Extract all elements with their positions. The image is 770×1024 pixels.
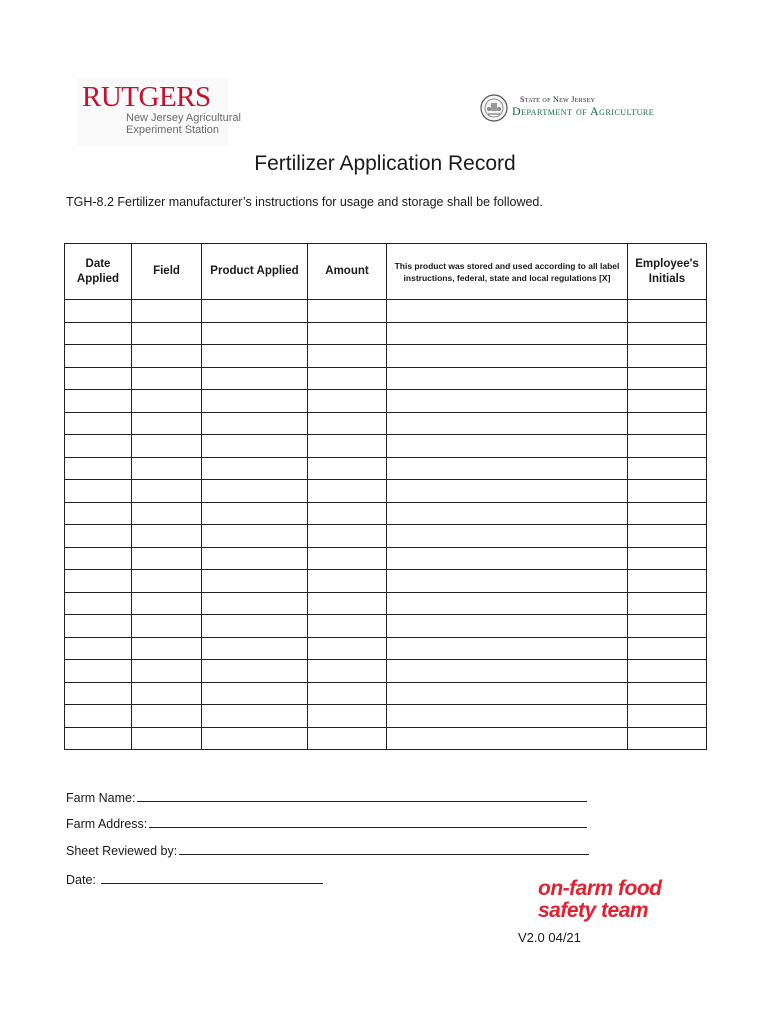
table-cell[interactable] — [628, 367, 707, 390]
instruction-text: TGH-8.2 Fertilizer manufacturer’s instructions for usage and storage shall be followed. — [66, 195, 543, 209]
table-cell[interactable] — [202, 547, 308, 570]
table-cell[interactable] — [202, 682, 308, 705]
table-cell[interactable] — [628, 525, 707, 548]
table-cell[interactable] — [387, 502, 628, 525]
table-cell[interactable] — [308, 660, 387, 683]
table-cell[interactable] — [308, 547, 387, 570]
table-cell[interactable] — [308, 345, 387, 368]
table-cell[interactable] — [65, 435, 132, 458]
table-cell[interactable] — [65, 525, 132, 548]
table-cell[interactable] — [308, 525, 387, 548]
table-row — [65, 367, 707, 390]
table-cell[interactable] — [132, 660, 202, 683]
table-row — [65, 525, 707, 548]
table-cell[interactable] — [387, 637, 628, 660]
table-cell[interactable] — [387, 615, 628, 638]
table-header-row — [65, 244, 707, 300]
table-cell[interactable] — [308, 502, 387, 525]
table-cell[interactable] — [65, 457, 132, 480]
table-cell[interactable] — [308, 390, 387, 413]
table-row — [65, 682, 707, 705]
table-row — [65, 637, 707, 660]
table-cell[interactable] — [387, 300, 628, 323]
table-cell[interactable] — [65, 412, 132, 435]
table-cell[interactable] — [132, 502, 202, 525]
table-cell[interactable] — [202, 502, 308, 525]
table-cell[interactable] — [132, 322, 202, 345]
table-cell[interactable] — [202, 367, 308, 390]
table-cell[interactable] — [308, 682, 387, 705]
table-cell[interactable] — [628, 390, 707, 413]
table-row — [65, 570, 707, 593]
table-cell[interactable] — [628, 547, 707, 570]
table-cell[interactable] — [628, 615, 707, 638]
ofst-line-1: on-farm food — [538, 877, 662, 900]
table-cell[interactable] — [628, 412, 707, 435]
rutgers-logo-subtitle — [126, 112, 241, 136]
table-cell[interactable] — [65, 570, 132, 593]
table-cell[interactable] — [202, 435, 308, 458]
table-cell[interactable] — [202, 480, 308, 503]
table-cell[interactable] — [387, 660, 628, 683]
table-cell[interactable] — [132, 367, 202, 390]
table-cell[interactable] — [202, 615, 308, 638]
table-cell[interactable] — [65, 547, 132, 570]
date-label: Date: — [66, 873, 96, 887]
table-cell[interactable] — [65, 637, 132, 660]
table-cell[interactable] — [132, 457, 202, 480]
sheet-reviewed-line — [66, 842, 589, 858]
table-cell[interactable] — [202, 322, 308, 345]
nj-state-seal-icon — [480, 94, 508, 122]
table-cell[interactable] — [628, 480, 707, 503]
table-cell[interactable] — [132, 300, 202, 323]
table-cell[interactable] — [202, 592, 308, 615]
table-cell[interactable] — [628, 435, 707, 458]
table-cell[interactable] — [628, 592, 707, 615]
fertilizer-record-table — [64, 243, 707, 750]
table-cell[interactable] — [387, 367, 628, 390]
table-body — [65, 300, 707, 750]
version-label: V2.0 04/21 — [518, 930, 581, 945]
table-cell[interactable] — [65, 727, 132, 750]
table-cell[interactable] — [202, 660, 308, 683]
table-cell[interactable] — [628, 345, 707, 368]
table-row — [65, 502, 707, 525]
table-cell[interactable] — [132, 570, 202, 593]
table-cell[interactable] — [65, 592, 132, 615]
table-cell[interactable] — [628, 682, 707, 705]
table-cell[interactable] — [132, 345, 202, 368]
table-row — [65, 345, 707, 368]
sheet-reviewed-label: Sheet Reviewed by: — [66, 844, 178, 858]
table-cell[interactable] — [387, 682, 628, 705]
table-row — [65, 412, 707, 435]
table-cell[interactable] — [308, 637, 387, 660]
table-cell[interactable] — [308, 727, 387, 750]
on-farm-food-safety-logo — [538, 878, 661, 922]
table-cell[interactable] — [202, 637, 308, 660]
header-amount: Amount — [308, 244, 387, 300]
table-cell[interactable] — [65, 322, 132, 345]
header-field: Field — [132, 244, 202, 300]
header-date-applied: Date Applied — [65, 244, 132, 300]
table-cell[interactable] — [387, 412, 628, 435]
table-cell[interactable] — [132, 480, 202, 503]
farm-name-field[interactable] — [137, 789, 587, 802]
table-row — [65, 660, 707, 683]
table-cell[interactable] — [628, 660, 707, 683]
rutgers-sub-line-1: New Jersey Agricultural — [126, 112, 241, 124]
table-cell[interactable] — [308, 592, 387, 615]
table-cell[interactable] — [628, 457, 707, 480]
table-cell[interactable] — [308, 457, 387, 480]
table-cell[interactable] — [202, 457, 308, 480]
table-cell[interactable] — [387, 480, 628, 503]
table-cell[interactable] — [202, 727, 308, 750]
table-cell[interactable] — [132, 390, 202, 413]
table-cell[interactable] — [65, 480, 132, 503]
table-row — [65, 547, 707, 570]
table-row — [65, 322, 707, 345]
header-storage-compliance: This product was stored and used according to all label instructions, federal, state and local regulations [X] — [387, 244, 628, 300]
table-cell[interactable] — [387, 547, 628, 570]
table-row — [65, 727, 707, 750]
table-cell[interactable] — [65, 705, 132, 728]
table-row — [65, 615, 707, 638]
table-cell[interactable] — [628, 637, 707, 660]
table-cell[interactable] — [202, 412, 308, 435]
table-cell[interactable] — [132, 547, 202, 570]
table-cell[interactable] — [308, 705, 387, 728]
table-cell[interactable] — [628, 570, 707, 593]
table-cell[interactable] — [387, 390, 628, 413]
table-cell[interactable] — [628, 300, 707, 323]
table-cell[interactable] — [132, 615, 202, 638]
header-employee-initials: Employee's Initials — [628, 244, 707, 300]
farm-name-line — [66, 789, 587, 805]
table-cell[interactable] — [387, 435, 628, 458]
table-cell[interactable] — [387, 345, 628, 368]
header-product-applied: Product Applied — [202, 244, 308, 300]
table-cell[interactable] — [308, 570, 387, 593]
table-cell[interactable] — [65, 345, 132, 368]
table-cell[interactable] — [65, 615, 132, 638]
table-row — [65, 480, 707, 503]
table-cell[interactable] — [132, 727, 202, 750]
rutgers-logo-wordmark: RUTGERS — [82, 81, 211, 113]
page-title: Fertilizer Application Record — [254, 152, 516, 175]
table-row — [65, 457, 707, 480]
table-cell[interactable] — [132, 682, 202, 705]
table-cell[interactable] — [628, 322, 707, 345]
table-cell[interactable] — [65, 367, 132, 390]
table-cell[interactable] — [628, 705, 707, 728]
table-cell[interactable] — [308, 300, 387, 323]
table-cell[interactable] — [132, 705, 202, 728]
table-row — [65, 435, 707, 458]
date-field[interactable] — [101, 871, 323, 884]
farm-address-field[interactable] — [149, 815, 587, 828]
ofst-line-2: safety team — [538, 899, 649, 922]
table-cell[interactable] — [628, 727, 707, 750]
date-line — [66, 871, 323, 887]
table-cell[interactable] — [308, 480, 387, 503]
table-cell[interactable] — [387, 457, 628, 480]
table-cell[interactable] — [202, 705, 308, 728]
table-cell[interactable] — [308, 322, 387, 345]
table-cell[interactable] — [132, 525, 202, 548]
sheet-reviewed-field[interactable] — [179, 842, 589, 855]
table-cell[interactable] — [308, 615, 387, 638]
table-cell[interactable] — [202, 345, 308, 368]
table-cell[interactable] — [132, 637, 202, 660]
table-cell[interactable] — [65, 300, 132, 323]
table-cell[interactable] — [308, 412, 387, 435]
table-cell[interactable] — [202, 300, 308, 323]
table-row — [65, 300, 707, 323]
table-cell[interactable] — [132, 435, 202, 458]
rutgers-sub-line-2: Experiment Station — [126, 124, 219, 136]
nj-state-label: State of New Jersey — [520, 95, 596, 104]
table-cell[interactable] — [202, 390, 308, 413]
table-cell[interactable] — [387, 570, 628, 593]
table-cell[interactable] — [202, 525, 308, 548]
farm-name-label: Farm Name: — [66, 791, 136, 805]
farm-address-label: Farm Address: — [66, 817, 148, 831]
farm-address-line — [66, 815, 587, 831]
table-cell[interactable] — [308, 367, 387, 390]
table-cell[interactable] — [65, 660, 132, 683]
table-row — [65, 705, 707, 728]
table-cell[interactable] — [387, 705, 628, 728]
table-row — [65, 390, 707, 413]
nj-department-label: Department of Agriculture — [512, 104, 655, 118]
table-cell[interactable] — [308, 435, 387, 458]
table-cell[interactable] — [132, 592, 202, 615]
table-row — [65, 592, 707, 615]
table-cell[interactable] — [65, 390, 132, 413]
table-cell[interactable] — [387, 592, 628, 615]
table-cell[interactable] — [202, 570, 308, 593]
table-cell[interactable] — [387, 525, 628, 548]
table-cell[interactable] — [65, 682, 132, 705]
table-cell[interactable] — [628, 502, 707, 525]
table-cell[interactable] — [65, 502, 132, 525]
table-cell[interactable] — [387, 727, 628, 750]
table-cell[interactable] — [387, 322, 628, 345]
table-cell[interactable] — [132, 412, 202, 435]
